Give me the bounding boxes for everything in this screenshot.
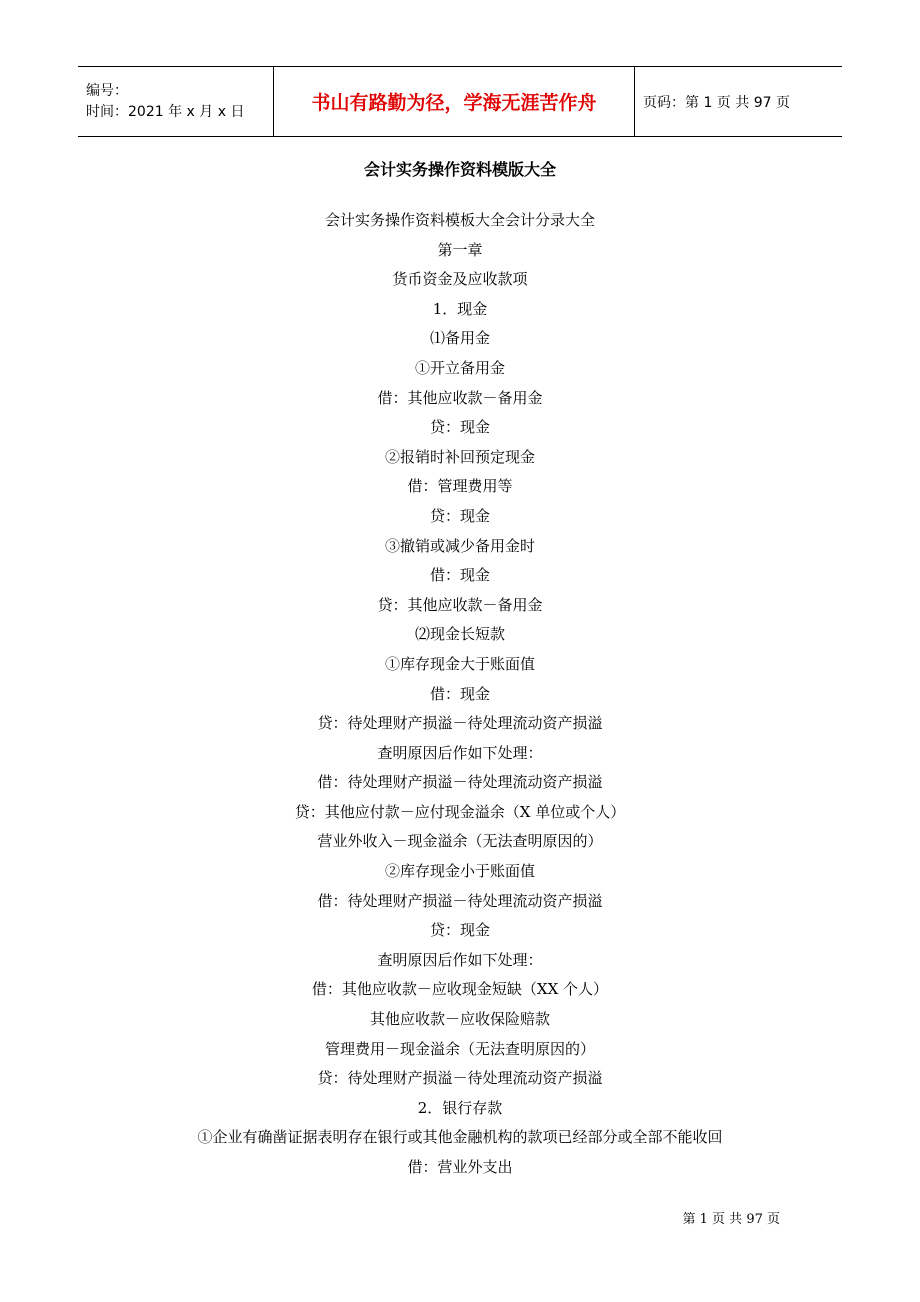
motto-text: 书山有路勤为径，学海无涯苦作舟 [311, 92, 597, 114]
body-line: 贷：现金 [429, 418, 490, 437]
body-line: 营业外收入－现金溢余（无法查明原因的） [317, 832, 603, 851]
body-line: 查明原因后作如下处理： [377, 743, 543, 762]
document-date-label: 时间：2021 年 x 月 x 日 [86, 103, 245, 120]
document-title: 会计实务操作资料模版大全 [363, 160, 556, 179]
body-line: 贷：现金 [429, 921, 490, 940]
page-info-text: 页码：第 1 页 共 97 页 [643, 94, 790, 111]
body-line: 会计实务操作资料模板大全会计分录大全 [324, 211, 595, 229]
page-footer: 第 1 页 共 97 页 [682, 1212, 780, 1227]
body-line: 1．现金 [432, 299, 488, 318]
header-table [78, 66, 842, 137]
body-line: ②报销时补回预定现金 [384, 447, 535, 466]
body-line: 贷：其他应收款－备用金 [377, 595, 543, 614]
body-line: 贷：现金 [429, 506, 490, 525]
body-line: ⑵现金长短款 [414, 625, 505, 644]
body-line: 贷：待处理财产损溢－待处理流动资产损溢 [317, 714, 603, 733]
body-line: 借：其他应收款－备用金 [377, 388, 543, 407]
body-line: 借：其他应收款－应收现金短缺（XX 个人） [311, 980, 609, 999]
body-line: ①企业有确凿证据表明存在银行或其他金融机构的款项已经部分或全部不能收回 [197, 1128, 723, 1147]
body-line: 借：管理费用等 [407, 477, 513, 496]
body-line: ⑴备用金 [429, 329, 490, 348]
body-line: ②库存现金小于账面值 [384, 862, 535, 881]
body-line: 借：营业外支出 [407, 1158, 513, 1176]
document-body [0, 206, 920, 1183]
body-line: 借：待处理财产损溢－待处理流动资产损溢 [317, 773, 603, 792]
document-number-label: 编号： [86, 82, 128, 99]
body-line: 查明原因后作如下处理： [377, 950, 543, 969]
body-line: 贷：其他应付款－应付现金溢余（X 单位或个人） [294, 802, 626, 821]
body-line: 2．银行存款 [417, 1098, 503, 1117]
body-line: 贷：待处理财产损溢－待处理流动资产损溢 [317, 1069, 603, 1088]
header-page-info [635, 67, 842, 136]
body-line: 借：现金 [429, 566, 490, 585]
header-motto [273, 67, 635, 136]
body-line: 管理费用－现金溢余（无法查明原因的） [324, 1039, 595, 1058]
body-line: ①库存现金大于账面值 [384, 654, 535, 673]
body-line: 借：现金 [429, 684, 490, 703]
header-meta [78, 67, 273, 136]
body-line: ①开立备用金 [414, 358, 505, 377]
body-line: 第一章 [437, 240, 483, 259]
body-line: 其他应收款－应收保险赔款 [369, 1010, 550, 1029]
body-line: ③撤销或减少备用金时 [384, 536, 535, 555]
body-line: 货币资金及应收款项 [392, 270, 528, 289]
body-line: 借：待处理财产损溢－待处理流动资产损溢 [317, 891, 603, 910]
